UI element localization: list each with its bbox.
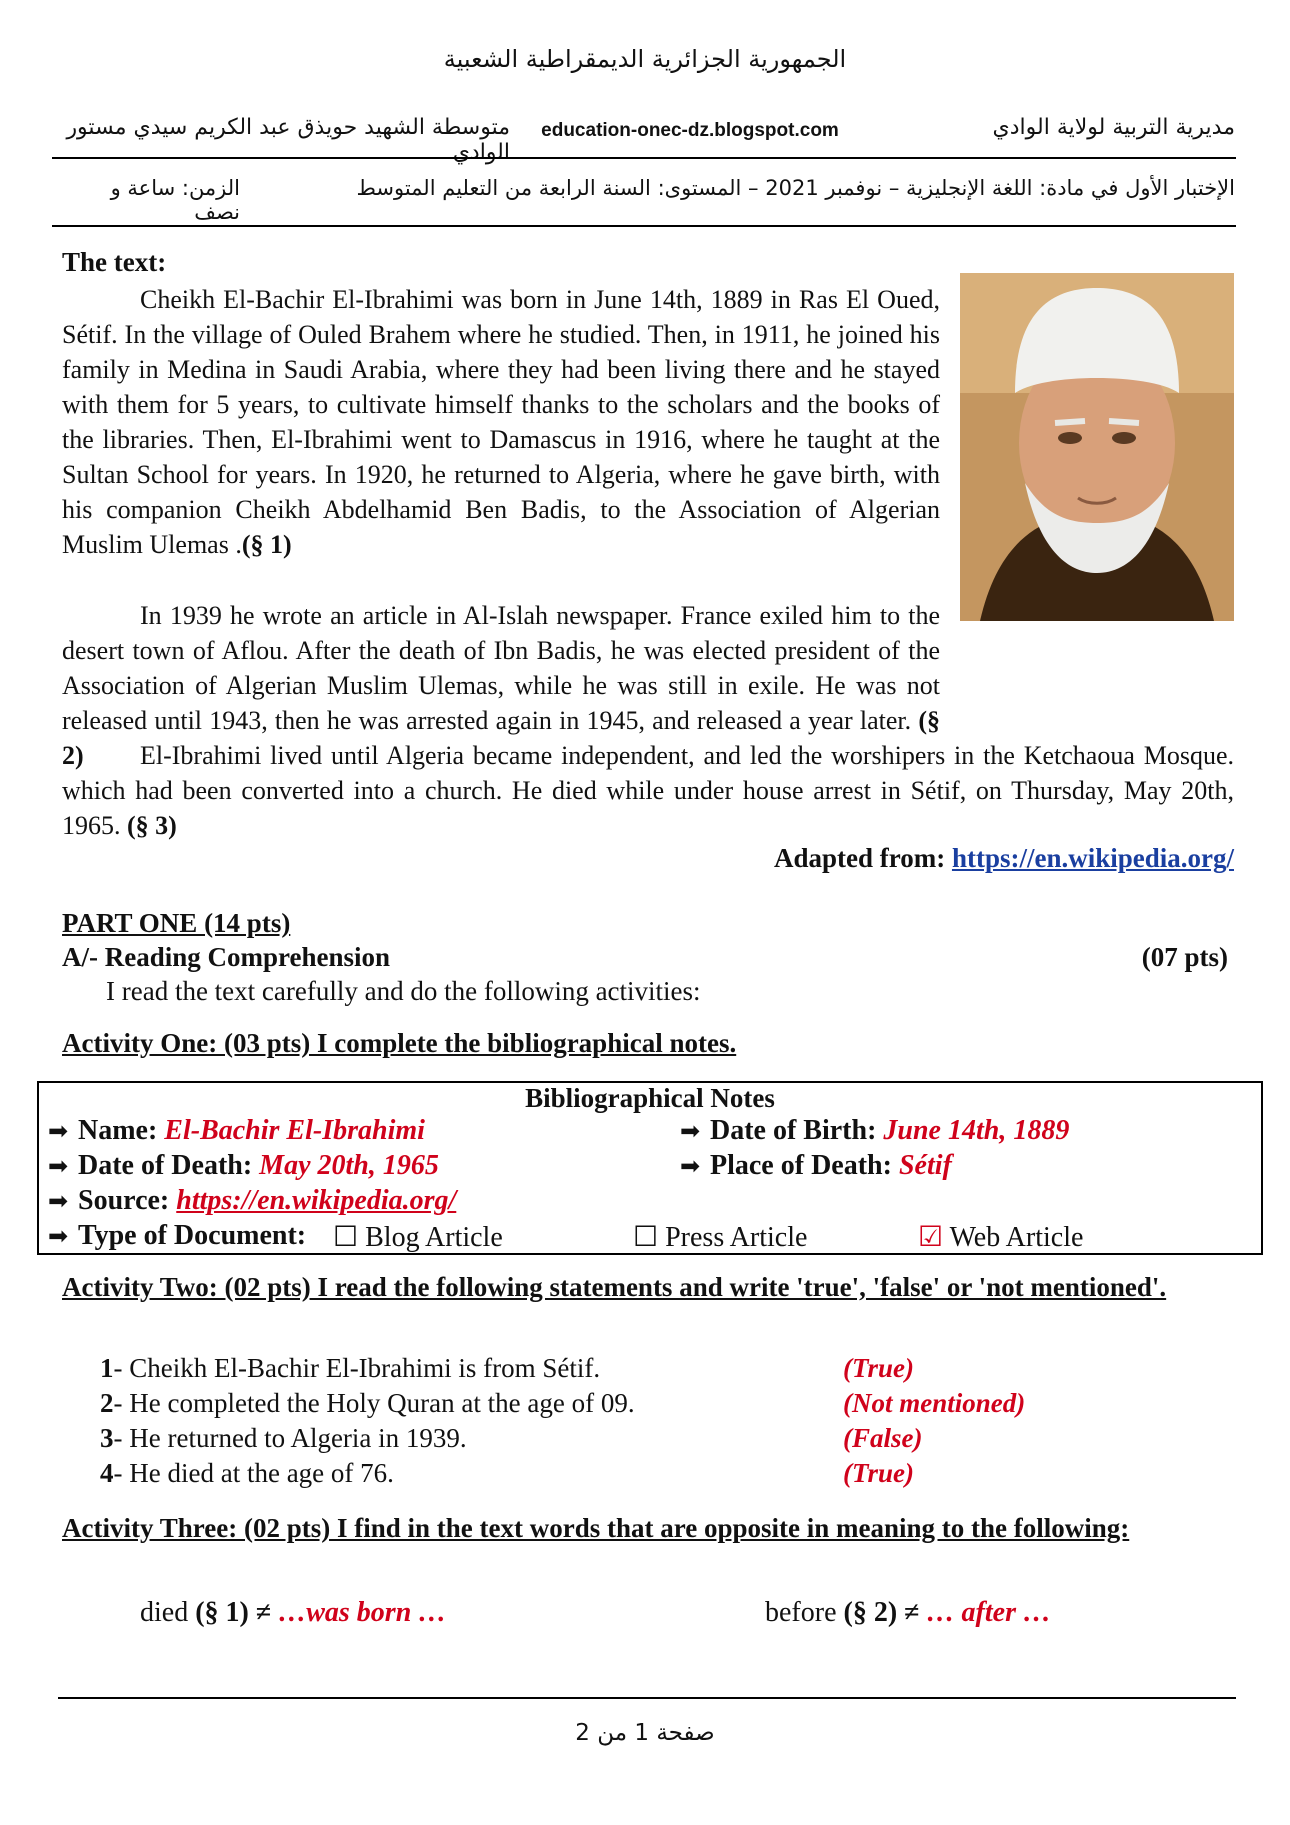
dod-row — [48, 1150, 439, 1182]
footer-divider — [58, 1697, 1236, 1699]
source-value[interactable]: https://en.wikipedia.org/ — [176, 1185, 457, 1216]
checkbox-icon[interactable]: ☐ — [633, 1220, 659, 1253]
opposite-2 — [765, 1597, 1051, 1629]
item-number: 4 — [100, 1458, 114, 1488]
option-label: Press Article — [665, 1222, 808, 1253]
republic-title: الجمهورية الجزائرية الديمقراطية الشعبية — [443, 45, 847, 73]
item-text: He completed the Holy Quran at the age of 09. — [129, 1388, 635, 1418]
box-title: Bibliographical Notes — [525, 1083, 775, 1113]
type-label: Type of Document: — [78, 1220, 307, 1251]
dob-row — [680, 1115, 1069, 1147]
paragraph-1 — [62, 282, 940, 562]
paragraph-3 — [62, 738, 1234, 843]
name-label: Name: — [78, 1115, 165, 1146]
item-number: 3 — [100, 1423, 114, 1453]
paragraph-3-ref: (§ 3) — [127, 811, 177, 840]
right-arrow-icon: ➡ — [48, 1152, 69, 1180]
ref-1: (§ 1) ≠ — [195, 1597, 279, 1628]
adapted-label: Adapted from: — [773, 843, 952, 873]
answer-was-born: …was born … — [278, 1597, 447, 1628]
option-press[interactable] — [633, 1220, 807, 1254]
item-number: 2 — [100, 1388, 114, 1418]
answer-3: (False) — [843, 1423, 923, 1453]
dob-label: Date of Birth: — [710, 1115, 884, 1146]
ref-2: (§ 2) ≠ — [843, 1597, 927, 1628]
word-died: died — [140, 1597, 196, 1628]
checkbox-icon[interactable]: ☐ — [333, 1220, 359, 1253]
list-item: 4- He died at the age of 76. — [100, 1458, 394, 1488]
right-arrow-icon: ➡ — [680, 1117, 701, 1145]
header-divider-2 — [52, 225, 1236, 227]
paragraph-1-ref: (§ 1) — [241, 530, 292, 559]
paragraph-3-text: El-Ibrahimi lived until Algeria became independent, and led the worshipers in the Ketchaoua Mosque. which had been converted into a church. He died while under house arrest in Sétif, on Thursday, May 20th, 1965. — [62, 741, 1234, 840]
instruction: I read the text carefully and do the following activities: — [106, 976, 701, 1006]
pod-value: Sétif — [898, 1150, 952, 1181]
opposite-1 — [140, 1597, 446, 1629]
exam-info: الإختبار الأول في مادة: اللغة الإنجليزية – نوفمبر 2021 – المستوى: السنة الرابعة من التعليم المتوسط — [356, 176, 1235, 200]
dod-value: May 20th, 1965 — [259, 1150, 439, 1181]
right-arrow-icon: ➡ — [48, 1187, 69, 1215]
statements-list — [100, 1351, 635, 1491]
option-web[interactable] — [918, 1220, 1083, 1254]
answers-list — [843, 1351, 1025, 1491]
item-number: 1 — [100, 1353, 114, 1383]
source-label: Source: — [78, 1185, 177, 1216]
dod-label: Date of Death: — [78, 1150, 260, 1181]
section-a-points: (07 pts) — [1141, 942, 1228, 972]
dob-value: June 14th, 1889 — [883, 1115, 1070, 1146]
portrait-icon — [960, 273, 1234, 621]
pod-row — [680, 1150, 952, 1182]
checkbox-icon[interactable]: ☑ — [918, 1220, 944, 1253]
answer-4: (True) — [843, 1458, 914, 1488]
answer-1: (True) — [843, 1353, 914, 1383]
paragraph-2-ref: (§ 2) — [62, 706, 940, 770]
website: education-onec-dz.blogspot.com — [541, 120, 839, 141]
word-before: before — [765, 1597, 844, 1628]
answer-2: (Not mentioned) — [843, 1388, 1026, 1418]
activity-one-title: Activity One: (03 pts) I complete the bibliographical notes. — [62, 1028, 737, 1058]
list-item: 2- He completed the Holy Quran at the age of 09. — [100, 1388, 635, 1418]
portrait-photo — [960, 273, 1234, 621]
text-heading: The text: — [62, 247, 167, 277]
directorate: مديرية التربية لولاية الوادي — [992, 115, 1235, 140]
page-number: صفحة 1 من 2 — [575, 1720, 715, 1746]
list-item: 3- He returned to Algeria in 1939. — [100, 1423, 467, 1453]
name-row — [48, 1115, 425, 1147]
answer-after: … after … — [926, 1597, 1051, 1628]
adapted-from — [774, 843, 1234, 874]
list-item: 1- Cheikh El-Bachir El-Ibrahimi is from Sétif. — [100, 1353, 601, 1383]
type-row — [48, 1220, 306, 1252]
exam-duration: الزمن: ساعة و نصف — [110, 176, 240, 224]
name-value: El-Bachir El-Ibrahimi — [164, 1115, 425, 1146]
paragraph-1-text: Cheikh El-Bachir El-Ibrahimi was born in June 14th, 1889 in Ras El Oued, Sétif. In the village of Ouled Brahem where he studied. Then, in 1911, he joined his family in Medina in Saudi Arabia, where they had been living there and he stayed with them for 5 years, to cultivate himself thanks to the scholars and the books of the libraries. Then, El-Ibrahimi went to Damascus in 1916, where he taught at the Sultan School for years. In 1920, he returned to Algeria, where he gave birth, with his companion Cheikh Abdelhamid Ben Badis, to the Association of Algerian Muslim Ulemas . — [62, 285, 940, 559]
part-one-title: PART ONE (14 pts) — [62, 908, 291, 938]
section-a-title: A/- Reading Comprehension — [62, 942, 391, 972]
right-arrow-icon: ➡ — [48, 1117, 69, 1145]
school-name: متوسطة الشهيد حويذق عبد الكريم سيدي مستور الوادي — [66, 115, 510, 165]
right-arrow-icon: ➡ — [680, 1152, 701, 1180]
item-text: He died at the age of 76. — [129, 1458, 394, 1488]
source-row — [48, 1185, 456, 1217]
item-text: He returned to Algeria in 1939. — [129, 1423, 467, 1453]
option-label: Blog Article — [365, 1222, 503, 1253]
pod-label: Place of Death: — [710, 1150, 899, 1181]
option-blog[interactable] — [333, 1220, 503, 1254]
item-text: Cheikh El-Bachir El-Ibrahimi is from Sétif. — [129, 1353, 601, 1383]
activity-two-title: Activity Two: (02 pts) I read the following statements and write 'true', 'false' or 'not mentioned'. — [62, 1272, 1167, 1302]
adapted-link[interactable]: https://en.wikipedia.org/ — [951, 843, 1234, 873]
header-divider — [52, 157, 1236, 159]
activity-three-title: Activity Three: (02 pts) I find in the text words that are opposite in meaning to the following: — [62, 1513, 1130, 1543]
option-label: Web Article — [949, 1222, 1084, 1253]
right-arrow-icon: ➡ — [48, 1222, 69, 1250]
paragraph-2-text: In 1939 he wrote an article in Al-Islah newspaper. France exiled him to the desert town of Aflou. After the death of Ibn Badis, he was elected president of the Association of Algerian Muslim Ulemas, while he was still in exile. He was not released until 1943, then he was arrested again in 1945, and released a year later. — [62, 601, 940, 735]
